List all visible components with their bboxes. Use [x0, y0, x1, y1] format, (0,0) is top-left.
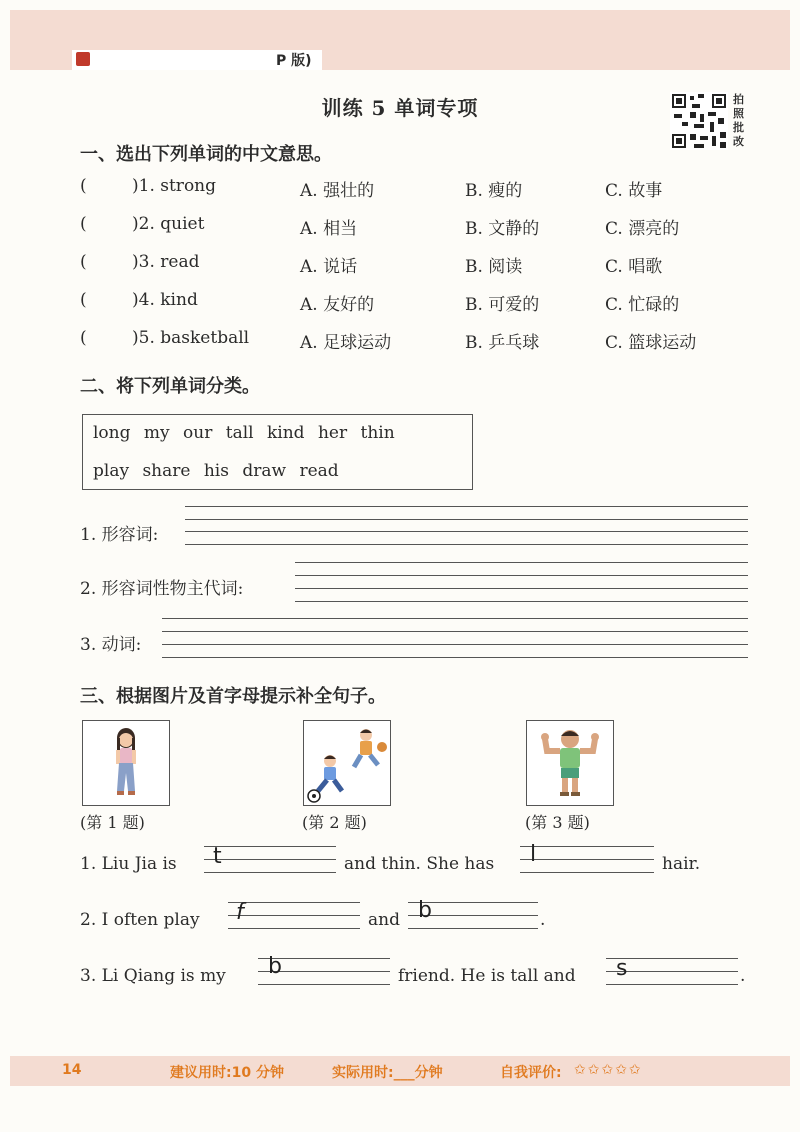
answer-line[interactable]	[228, 915, 360, 916]
word-bank-line: long my our tall kind her thin	[93, 423, 395, 443]
mcq-row	[80, 252, 780, 282]
option-c[interactable]: C. 唱歌	[605, 257, 663, 277]
section1-heading: 一、选出下列单词的中文意思。	[80, 144, 332, 165]
option-c[interactable]: C. 漂亮的	[605, 219, 680, 239]
word-bank-line: play share his draw read	[93, 461, 339, 481]
picture-caption: (第 2 题)	[302, 813, 367, 832]
book-version: P 版)	[276, 53, 312, 69]
answer-line[interactable]	[185, 519, 748, 520]
picture-caption: (第 1 题)	[80, 813, 145, 832]
page-number: 14	[62, 1062, 82, 1078]
answer-paren[interactable]: (	[80, 290, 87, 310]
option-a[interactable]: A. 足球运动	[300, 333, 392, 353]
girl-illustration	[82, 720, 170, 806]
option-b[interactable]: B. 阅读	[465, 257, 523, 277]
handwritten-hint: t	[213, 844, 222, 869]
mcq-row	[80, 328, 780, 358]
answer-line[interactable]	[520, 846, 654, 847]
question-word: )1. strong	[132, 176, 217, 196]
qr-label: 拍照批改	[733, 93, 744, 148]
answer-paren[interactable]: (	[80, 252, 87, 272]
answer-line[interactable]	[520, 872, 654, 873]
answer-line[interactable]	[185, 544, 748, 545]
handwritten-hint: b	[268, 954, 282, 979]
answer-line[interactable]	[204, 872, 336, 873]
category-label: 2. 形容词性物主代词:	[80, 579, 244, 599]
footer-band	[10, 1056, 790, 1086]
question-word: )5. basketball	[132, 328, 250, 348]
answer-line[interactable]	[162, 657, 748, 658]
section2-heading: 二、将下列单词分类。	[80, 376, 260, 397]
answer-line[interactable]	[162, 644, 748, 645]
sentence-text: friend. He is tall and	[398, 966, 576, 986]
answer-line[interactable]	[204, 859, 336, 860]
answer-line[interactable]	[295, 601, 748, 602]
answer-line[interactable]	[606, 984, 738, 985]
option-c[interactable]: C. 篮球运动	[605, 333, 697, 353]
boys-playing-illustration	[303, 720, 391, 806]
answer-paren[interactable]: (	[80, 176, 87, 196]
option-b[interactable]: B. 瘦的	[465, 181, 523, 201]
answer-line[interactable]	[162, 631, 748, 632]
answer-paren[interactable]: (	[80, 214, 87, 234]
suggested-time: 建议用时:10 分钟	[170, 1065, 284, 1081]
answer-line[interactable]	[228, 928, 360, 929]
sentence-text: 2. I often play	[80, 910, 200, 930]
sentence-text: .	[540, 910, 546, 930]
option-c[interactable]: C. 忙碌的	[605, 295, 680, 315]
picture-caption: (第 3 题)	[525, 813, 590, 832]
answer-line[interactable]	[295, 562, 748, 563]
answer-line[interactable]	[185, 531, 748, 532]
sentence-text: .	[740, 966, 746, 986]
answer-line[interactable]	[408, 928, 538, 929]
answer-line[interactable]	[228, 902, 360, 903]
strong-boy-illustration	[526, 720, 614, 806]
mcq-row	[80, 214, 780, 244]
option-c[interactable]: C. 故事	[605, 181, 663, 201]
answer-line[interactable]	[258, 984, 390, 985]
sentence-text: hair.	[662, 854, 701, 874]
sentence-text: and	[368, 910, 400, 930]
question-word: )2. quiet	[132, 214, 205, 234]
word-bank-box	[82, 414, 473, 490]
answer-line[interactable]	[204, 846, 336, 847]
self-evaluation-label: 自我评价:	[500, 1065, 562, 1081]
sentence-text: 3. Li Qiang is my	[80, 966, 226, 986]
option-a[interactable]: A. 强壮的	[300, 181, 375, 201]
qr-code-icon[interactable]	[670, 92, 728, 150]
sentence-text: 1. Liu Jia is	[80, 854, 177, 874]
page-title: 训练 5 单词专项	[321, 96, 479, 120]
option-a[interactable]: A. 友好的	[300, 295, 375, 315]
section3-heading: 三、根据图片及首字母提示补全句子。	[80, 686, 386, 707]
answer-line[interactable]	[295, 575, 748, 576]
category-label: 3. 动词:	[80, 635, 142, 655]
handwritten-hint: l	[530, 842, 537, 867]
question-word: )4. kind	[132, 290, 198, 310]
handwritten-hint: b	[418, 898, 432, 923]
mcq-row	[80, 290, 780, 320]
answer-line[interactable]	[520, 859, 654, 860]
handwritten-hint: s	[616, 956, 628, 981]
actual-time: 实际用时:___分钟	[332, 1065, 443, 1081]
category-label: 1. 形容词:	[80, 525, 159, 545]
sentence-text: and thin. She has	[344, 854, 495, 874]
answer-line[interactable]	[185, 506, 748, 507]
option-b[interactable]: B. 文静的	[465, 219, 540, 239]
option-a[interactable]: A. 相当	[300, 219, 358, 239]
mcq-row	[80, 176, 780, 206]
rating-star-icons[interactable]: ✩✩✩✩✩	[574, 1062, 643, 1078]
publisher-logo-icon	[76, 52, 90, 66]
handwritten-hint: f	[236, 900, 244, 925]
question-word: )3. read	[132, 252, 200, 272]
option-a[interactable]: A. 说话	[300, 257, 358, 277]
answer-line[interactable]	[162, 618, 748, 619]
option-b[interactable]: B. 可爱的	[465, 295, 540, 315]
answer-paren[interactable]: (	[80, 328, 87, 348]
option-b[interactable]: B. 乒乓球	[465, 333, 540, 353]
answer-line[interactable]	[295, 588, 748, 589]
